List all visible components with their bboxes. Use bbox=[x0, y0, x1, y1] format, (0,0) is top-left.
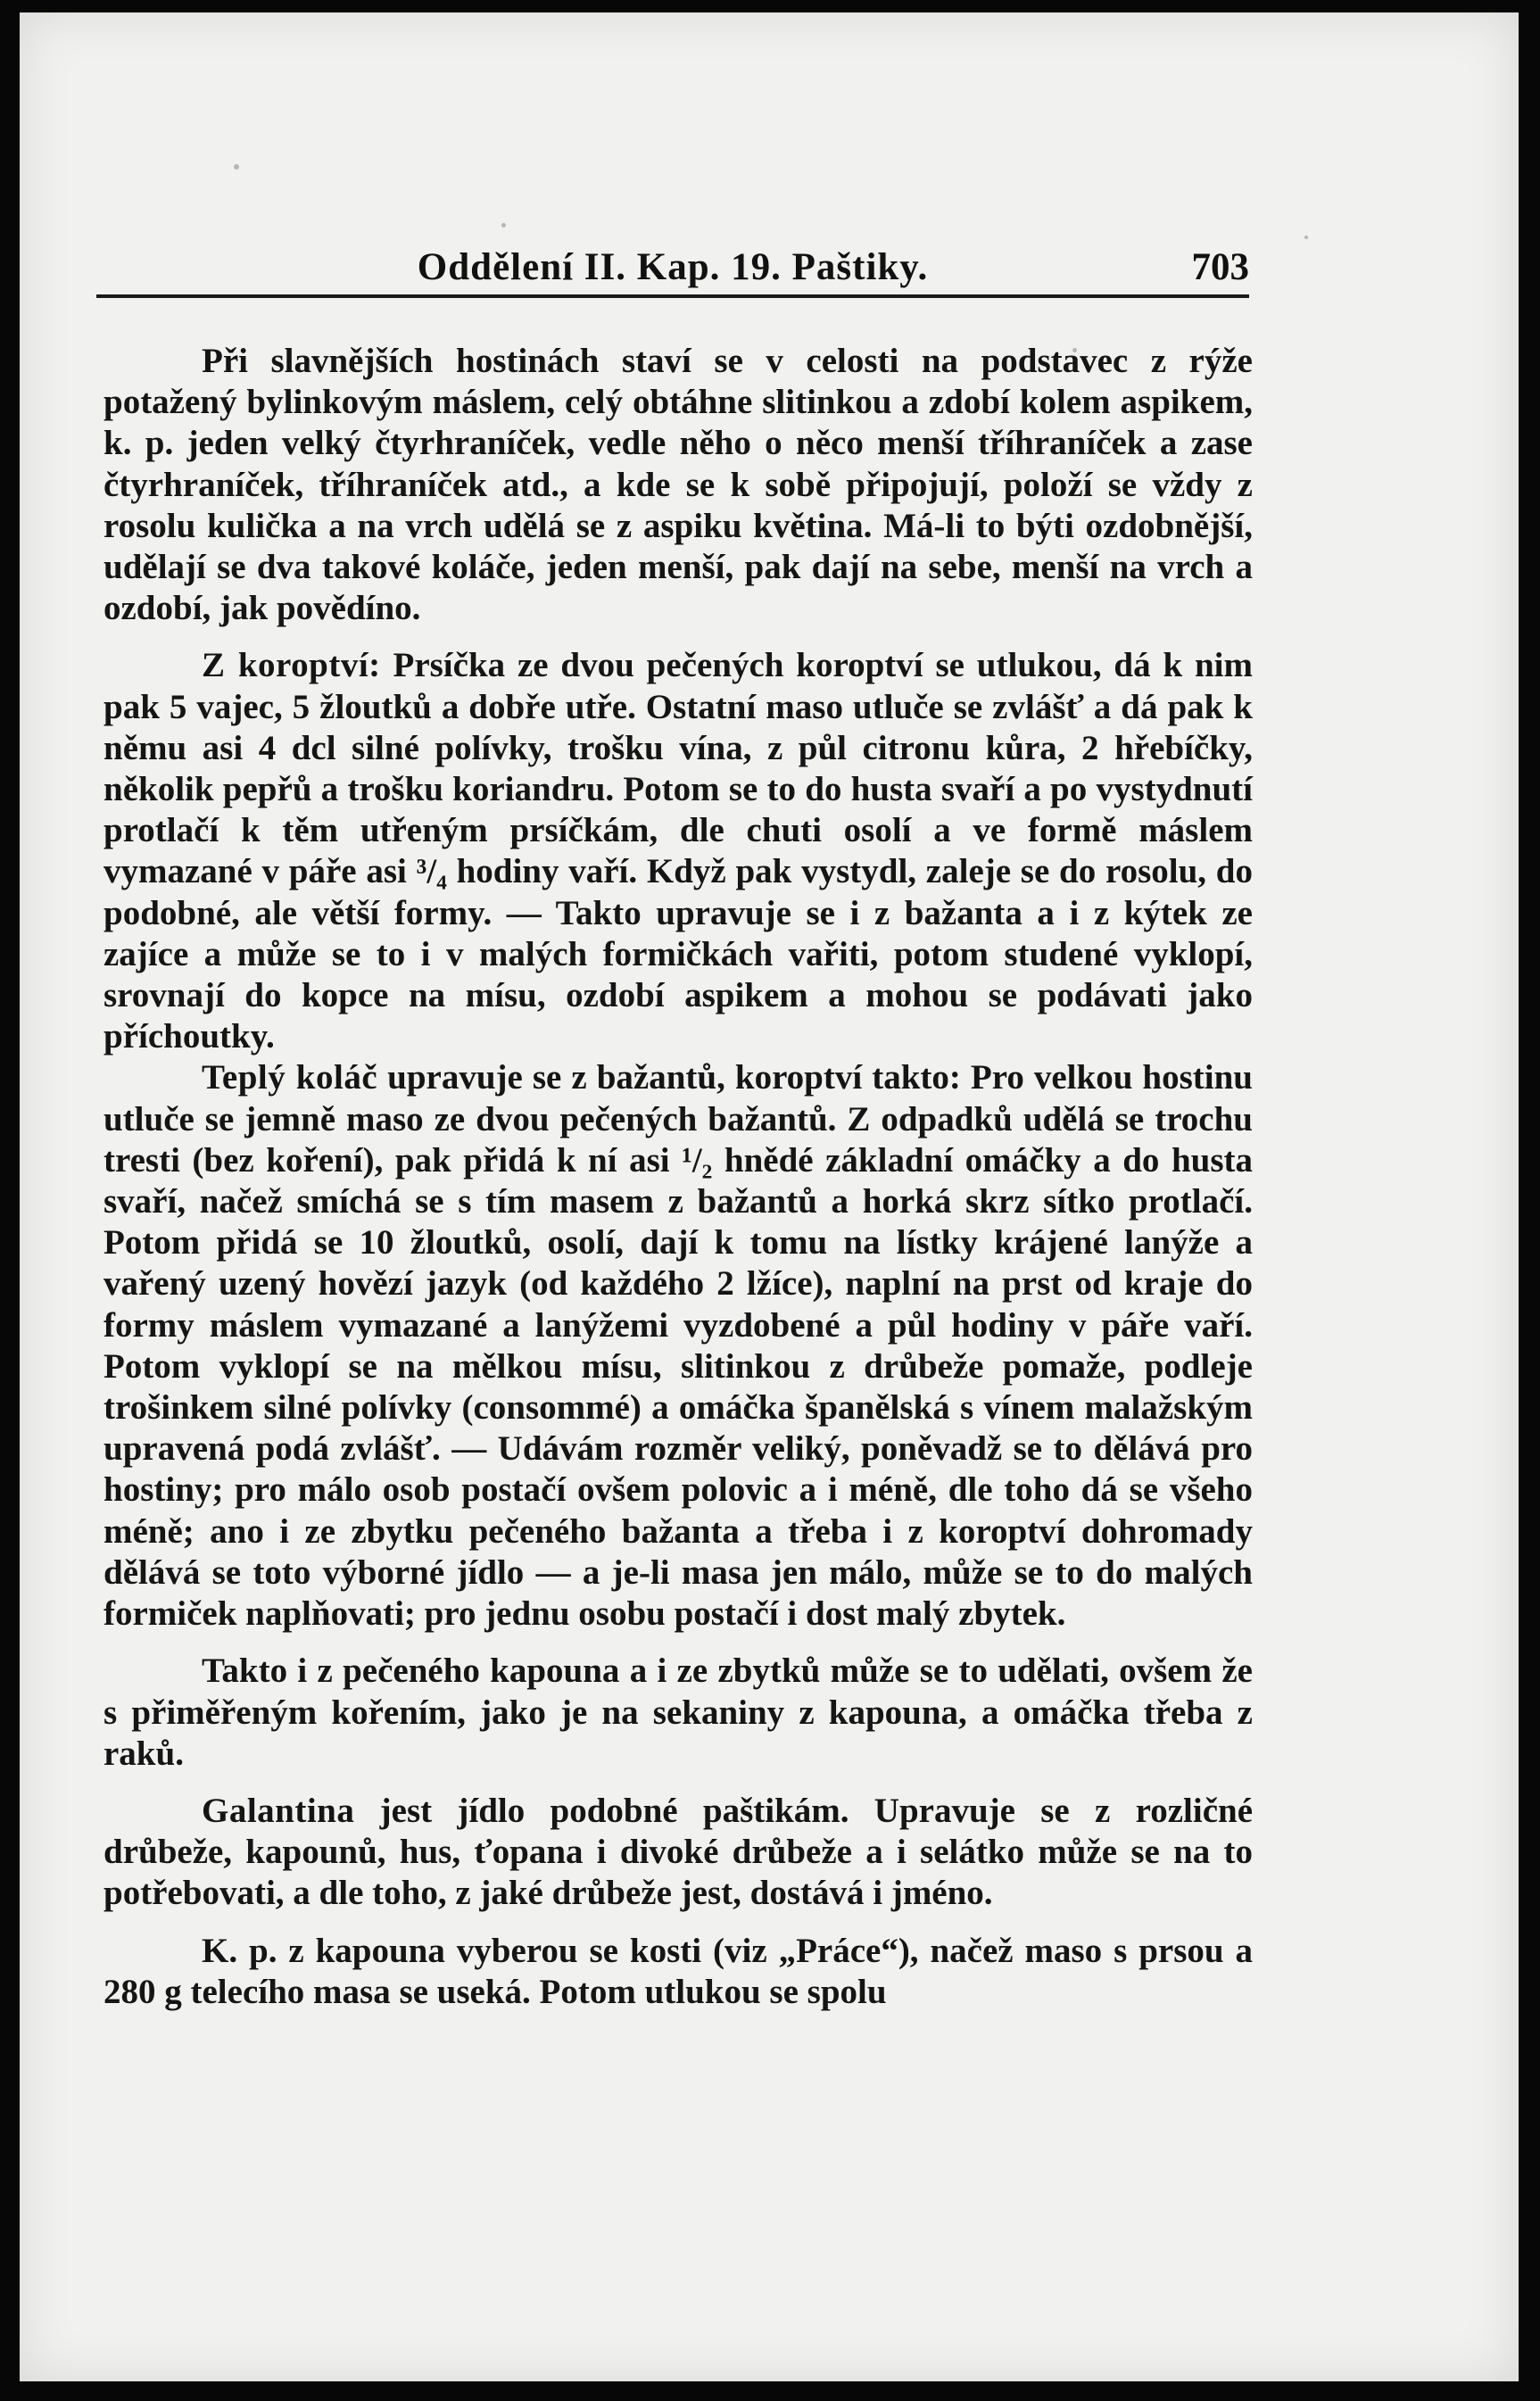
paragraph-text: upravuje se z bažantů, koroptví takto: Pro velkou hostinu utluče se jemně maso ze dvou pečených bažantů. Z odpadků udělá se trochu tresti (bez koření), pak přidá k ní asi ¹/₂ hnědé základní omáčky a do husta svaří, načež smíchá se s tím masem z bažantů a horká skrz sítko protlačí. Potom přidá se 10 žloutků, osolí, dají k tomu na lístky krájené lanýže a vařený uzený hovězí jazyk (od každého 2 lžíce), naplní na prst od kraje do formy máslem vymazané a lanýžemi vyzdobené a půl hodiny v páře vaří. Potom vyklopí se na mělkou mísu, slitinkou z drůbeže pomaže, podleje trošinkem silné polívky (consommé) a omáčka španělská s vínem malažským upravená podá zvlášť. — Udávám rozměr veliký, poněvadž se to dělává pro hostiny; pro málo osob postačí ovšem polovic a i méně, dle toho dá se všeho méně; ano i ze zbytku pečeného bažanta a třeba i z koroptví dohromady dělává se toto výborné jídlo — a je-li masa jen málo, může se to do malých formiček naplňovati; pro jednu osobu postačí i dost malý zbytek. bbox=[103, 1058, 1253, 1634]
paragraph-text: Prsíčka ze dvou pečených koroptví se utlukou, dá k nim pak 5 vajec, 5 žloutků a dobře utře. Ostatní maso utluče se zvlášť a dá pak k němu asi 4 dcl silné polívky, trošku vína, z půl citronu kůra, 2 hřebíčky, několik pepřů a trošku koriandru. Potom se to do husta svaří a po vystydnutí protlačí k těm utřeným prsíčkám, dle chuti osolí a ve formě máslem vymazané v páře asi ³/₄ hodiny vaří. Když pak vystydl, zaleje se do rosolu, do podobné, ale větší formy. — Takto upravuje se i z bažanta a i z kýtek ze zajíce a může se to i v malých formičkách vařiti, potom studené vyklopí, srovnají do kopce na mísu, ozdobí aspikem a mohou se podávati jako příchoutky. bbox=[103, 646, 1253, 1056]
chapter-title: Oddělení II. Kap. 19. Paštiky. bbox=[417, 246, 929, 288]
running-header bbox=[96, 239, 1249, 298]
ink-speck bbox=[234, 164, 239, 170]
paragraph bbox=[103, 1651, 1253, 1775]
paragraph-lead: Galantina bbox=[202, 1791, 355, 1830]
paragraph-text: Při slavnějších hostinách staví se v celosti na podstavec z rýže potažený bylinkovým máslem, celý obtáhne slitinkou a zdobí kolem aspikem, k. p. jeden velký čtyrhraníček, vedle něho o něco menší tříhraníček a zase čtyrhraníček, tříhraníček atd., a kde se k sobě připojují, položí se vždy z rosolu kulička a na vrch udělá se z aspiku květina. Má-li to býti ozdobnější, udělají se dva takové koláče, jeden menší, pak dají na sebe, menší na vrch a ozdobí, jak povědíno. bbox=[103, 342, 1253, 628]
paragraph-text: K. p. z kapouna vyberou se kosti (viz „Práce“), načež maso s prsou a 280 g telecího masa se useká. Potom utlukou se spolu bbox=[103, 1931, 1253, 2011]
paragraph bbox=[103, 1057, 1253, 1635]
paragraph bbox=[103, 1791, 1253, 1915]
paragraph-lead: Teplý koláč bbox=[202, 1058, 378, 1097]
page-number: 703 bbox=[1191, 246, 1249, 288]
paragraph-text: jest jídlo podobné paštikám. Upravuje se z rozličné drůbeže, kapounů, hus, ťopana i divoké drůbeže a i selátko může se na to potřebovati, a dle toho, z jaké drůbeže jest, dostává i jméno. bbox=[103, 1791, 1253, 1913]
ink-speck bbox=[1304, 236, 1308, 239]
body-text bbox=[103, 341, 1253, 2013]
ink-speck bbox=[501, 223, 506, 228]
paragraph bbox=[103, 341, 1253, 629]
paragraph-lead: Z koroptví: bbox=[202, 646, 381, 685]
paragraph bbox=[103, 645, 1253, 1057]
paragraph bbox=[103, 1931, 1253, 2013]
paragraph-text: Takto i z pečeného kapouna a i ze zbytků může se to udělati, ovšem že s přiměřeným kořením, jako je na sekaniny z kapouna, a omáčka třeba z raků. bbox=[103, 1652, 1253, 1773]
